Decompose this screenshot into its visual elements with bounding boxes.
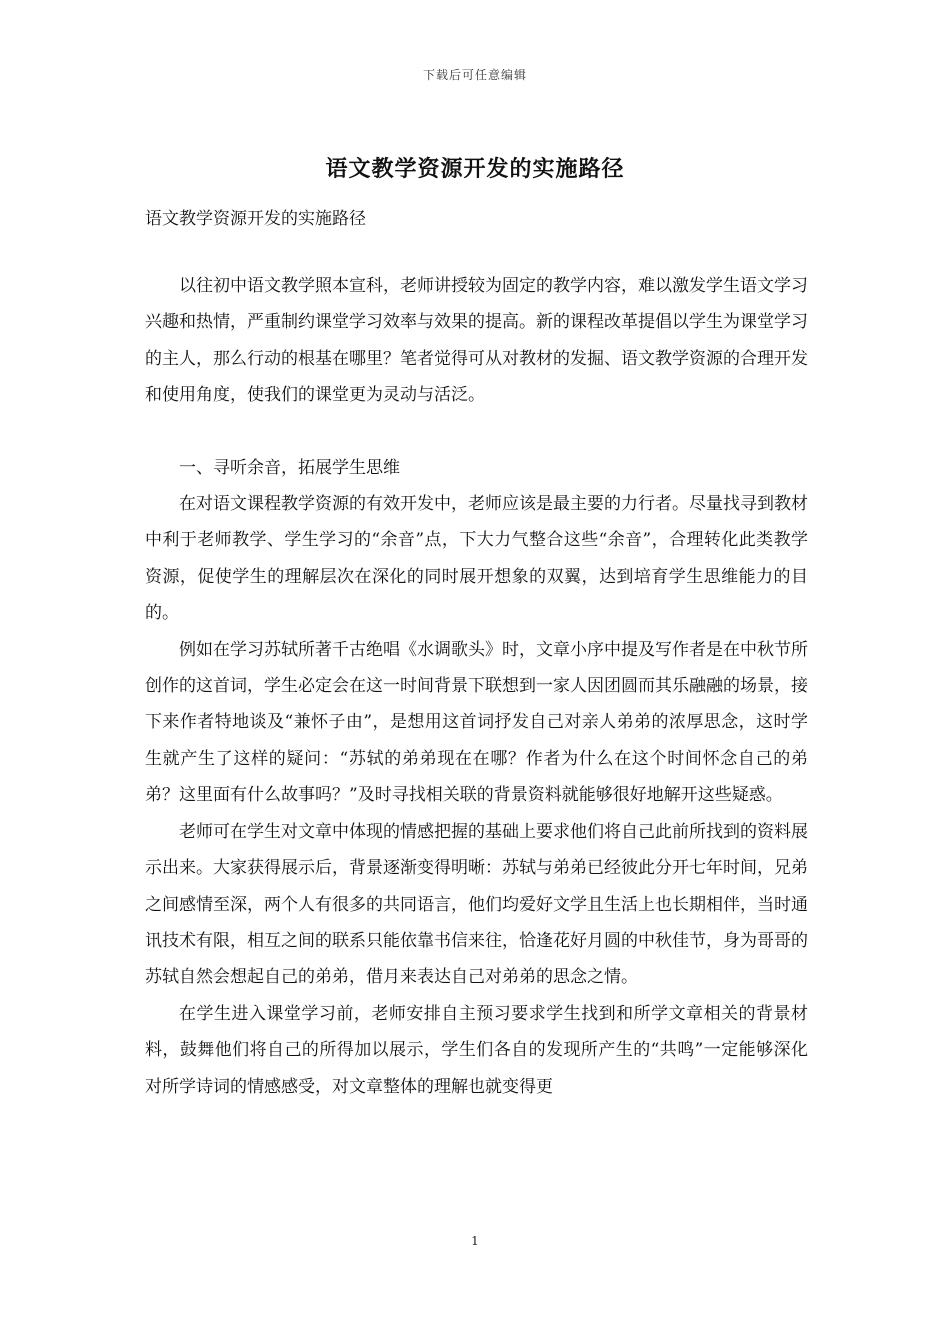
section-heading: 一、寻听余音，拓展学生思维 (179, 457, 400, 478)
document-title: 语文教学资源开发的实施路径 (325, 156, 625, 182)
paragraph: 在学生进入课堂学习前，老师安排自主预习要求学生找到和所学文章相关的背景材料，鼓舞他们将自己的所得加以展示，学生们各自的发现所产生的“共鸣”一定能够深化对所学诗词的情感感受，对文章整体的理解也就变得更 (145, 1003, 808, 1097)
document-subtitle: 语文教学资源开发的实施路径 (145, 209, 366, 229)
page-number: 1 (471, 1234, 479, 1248)
paragraph: 在对语文课程教学资源的有效开发中，老师应该是最主要的力行者。尽量找寻到教材中利于老师教学、学生学习的“余音”点，下大力气整合这些“余音”，合理转化此类教学资源，促使学生的理解层次在深化的同时展开想象的双翼，达到培育学生思维能力的目的。 (145, 494, 808, 624)
document-body (145, 268, 808, 1105)
paragraph: 老师可在学生对文章中体现的情感把握的基础上要求他们将自己此前所找到的资料展示出来。大家获得展示后，背景逐渐变得明晰：苏轼与弟弟已经彼此分开七年时间，兄弟之间感情至深，两个人有很多的共同语言，他们均爱好文学且生活上也长期相伴，当时通讯技术有限，相互之间的联系只能依靠书信来往，恰逢花好月圆的中秋佳节，身为哥哥的苏轼自然会想起自己的弟弟，借月来表达自己对弟弟的思念之情。 (145, 821, 808, 988)
header-note: 下载后可任意编辑 (422, 68, 527, 82)
paragraph: 例如在学习苏轼所著千古绝唱《水调歌头》时，文章小序中提及写作者是在中秋节所创作的这首词，学生必定会在这一时间背景下联想到一家人因团圆而其乐融融的场景，接下来作者特地谈及“兼怀子由”，是想用这首词抒发自己对亲人弟弟的浓厚思念，这时学生就产生了这样的疑问：“苏轼的弟弟现在在哪？作者为什么在这个时间怀念自己的弟弟？这里面有什么故事吗？”及时寻找相关联的背景资料就能够很好地解开这些疑惑。 (145, 639, 808, 806)
paragraph-intro: 以往初中语文教学照本宣科，老师讲授较为固定的教学内容，难以激发学生语文学习兴趣和热情，严重制约课堂学习效率与效果的提高。新的课程改革提倡以学生为课堂学习的主人，那么行动的根基在哪里？笔者觉得可从对教材的发掘、语文教学资源的合理开发和使用角度，使我们的课堂更为灵动与活泛。 (145, 276, 808, 406)
